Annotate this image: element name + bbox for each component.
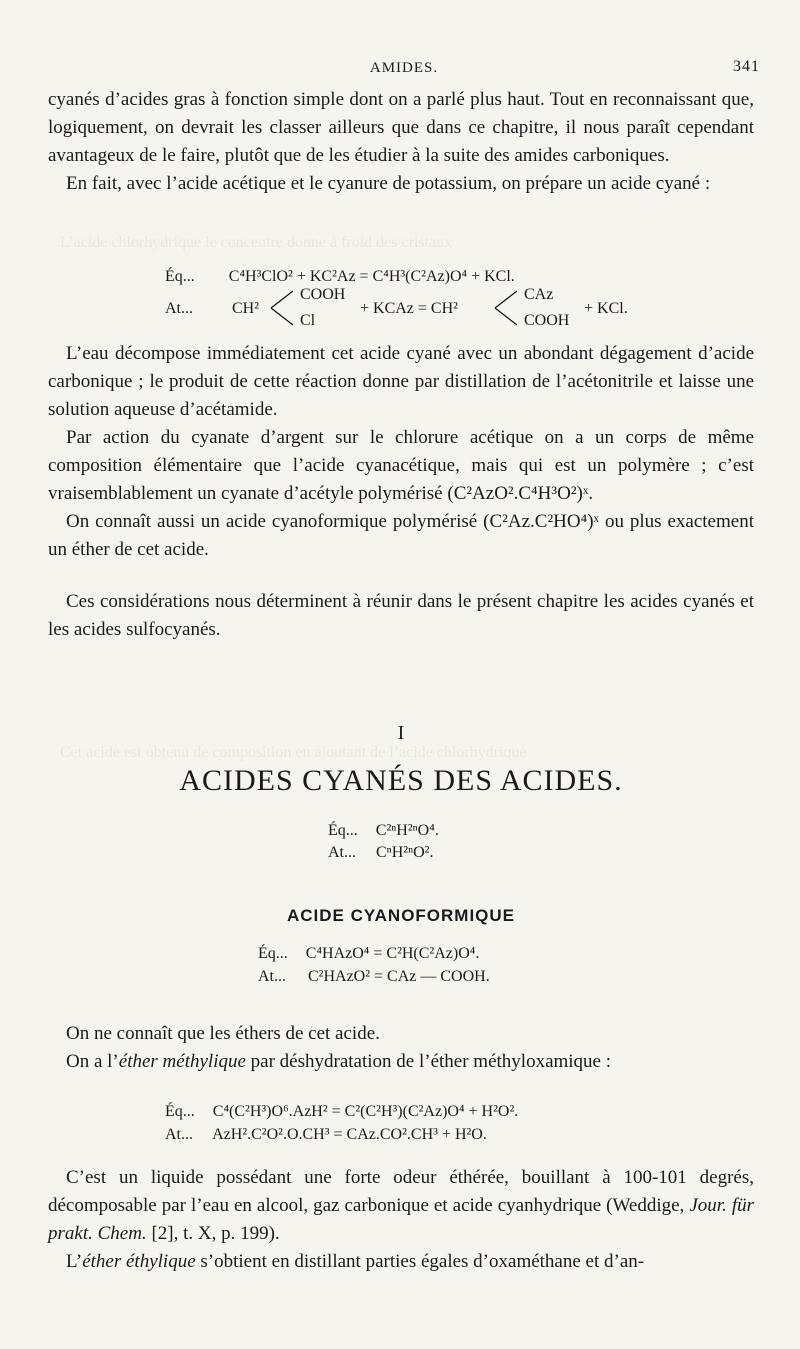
- italic-term: éther méthylique: [118, 1051, 246, 1072]
- body-text-2: [48, 588, 754, 644]
- paragraph: En fait, avec l’acide acétique et le cyanure de potassium, on prépare un acide cyané :: [66, 173, 711, 194]
- text-run: par déshydratation de l’éther méthyloxamique :: [245, 1051, 612, 1072]
- show-through-text: L’acide chlorhydrique le concentre donne à froid des cristaux: [60, 234, 453, 251]
- at-formula: AzH².C²O².O.CH³ = CAz.CO².CH³ + H²O.: [212, 1126, 487, 1143]
- page-number: 341: [733, 58, 760, 75]
- eq-label: Éq...: [258, 945, 288, 962]
- intro-text: [48, 86, 754, 198]
- branch-top-left: COOH: [300, 286, 346, 303]
- branch-top-right: CAz: [524, 286, 554, 303]
- section-eq-line: [328, 820, 439, 842]
- at-label: At...: [165, 1126, 193, 1143]
- tail-text-2: [48, 1164, 754, 1276]
- at-formula: C²HAzO² = CAz — COOH.: [308, 968, 490, 985]
- paragraph: cyanés d’acides gras à fonction simple dont on a parlé plus haut. Tout en reconnaissant que, logiquement, on devrait les classer ailleurs que dans ce chapitre, il nous paraît cependant avantageux de le faire, plutôt que de les étudier à la suite des amides carboniques.: [48, 89, 754, 166]
- paragraph: [48, 1248, 754, 1276]
- at-label: At...: [258, 968, 286, 985]
- paragraph: [48, 1164, 754, 1248]
- branch-bracket-right: [491, 287, 521, 329]
- eq2-at-line: [165, 1124, 487, 1146]
- paragraph: Ces considérations nous déterminent à réunir dans le présent chapitre les acides cyanés et les acides sulfocyanés.: [48, 591, 754, 640]
- branch-bracket-left: [267, 287, 297, 329]
- text-run: L’: [66, 1251, 83, 1272]
- section-at-line: [328, 842, 433, 864]
- branch-bottom-right: COOH: [524, 312, 570, 329]
- eq-label: Éq...: [165, 268, 195, 285]
- text-run: On a l’: [66, 1051, 119, 1072]
- text-run: s’obtient en distillant parties égales d’oxaméthane et d’an-: [195, 1251, 645, 1272]
- eq-formula: C⁴HAzO⁴ = C²H(C²Az)O⁴.: [305, 945, 480, 962]
- eq-label: Éq...: [328, 822, 358, 839]
- equation-at-end: + KCl.: [584, 300, 628, 317]
- tail-text: [48, 1020, 754, 1076]
- eq-label: Éq...: [165, 1103, 195, 1120]
- running-header: [48, 58, 760, 80]
- branch-bottom-left: Cl: [300, 312, 316, 329]
- subsection-eq-line: [258, 943, 479, 965]
- show-through-text-2: Cet acide est obtenu de composition en ajoutant de l’acide chlorhydrique: [60, 744, 527, 761]
- section-title: ACIDES CYANÉS DES ACIDES.: [179, 764, 623, 797]
- subsection-at-line: [258, 966, 490, 988]
- text-run: [2], t. X, p. 199).: [146, 1223, 280, 1244]
- text-run: C’est un liquide possédant une forte odeur éthérée, bouillant à 100-101 degrés, décomposable par l’eau en alcool, gaz carbonique et acide cyanhydrique (Weddige,: [48, 1167, 754, 1216]
- equation-at-left: CH²: [232, 300, 260, 317]
- subsection-title: ACIDE CYANOFORMIQUE: [286, 906, 516, 925]
- running-title: AMIDES.: [369, 60, 439, 76]
- paragraph: L’eau décompose immédiatement cet acide cyané avec un abondant dégagement d’acide carbonique ; le produit de cette réaction donne par distillation de l’acétonitrile et laisse une solution aqueuse d’acétamide.: [48, 343, 754, 420]
- paragraph: Par action du cyanate d’argent sur le chlorure acétique on a un corps de même composition élémentaire que l’acide cyanacétique, mais qui est un polymère ; c’est vraisemblablement un cyanate d’acétyle polymérisé (C²AzO².C⁴H³O²)ˣ.: [48, 427, 754, 504]
- eq-formula: C⁴H³ClO² + KC²Az = C⁴H³(C²Az)O⁴ + KCl.: [228, 268, 515, 285]
- eq-formula: C⁴(C²H³)O⁶.AzH² = C²(C²H³)(C²Az)O⁴ + H²O².: [212, 1103, 519, 1120]
- equation-at-mid: + KCAz = CH²: [360, 300, 458, 317]
- paragraph: On ne connaît que les éthers de cet acide.: [66, 1023, 380, 1044]
- at-label: At...: [328, 844, 356, 861]
- body-text: [48, 340, 754, 564]
- equation-eq-line: [165, 266, 515, 288]
- eq-formula: C²ⁿH²ⁿO⁴.: [375, 822, 439, 839]
- italic-term: éther éthylique: [82, 1251, 196, 1272]
- equation-at-label: At...: [165, 300, 193, 317]
- eq2-eq-line: [165, 1101, 518, 1123]
- paragraph: On connaît aussi un acide cyanoformique polymérisé (C²Az.C²HO⁴)ˣ ou plus exactement un éther de cet acide.: [48, 511, 754, 560]
- italic-citation: Jour. für prakt. Chem.: [48, 1195, 754, 1244]
- at-formula: CⁿH²ⁿO².: [376, 844, 434, 861]
- section-number: I: [397, 722, 405, 744]
- paragraph: [48, 1048, 754, 1076]
